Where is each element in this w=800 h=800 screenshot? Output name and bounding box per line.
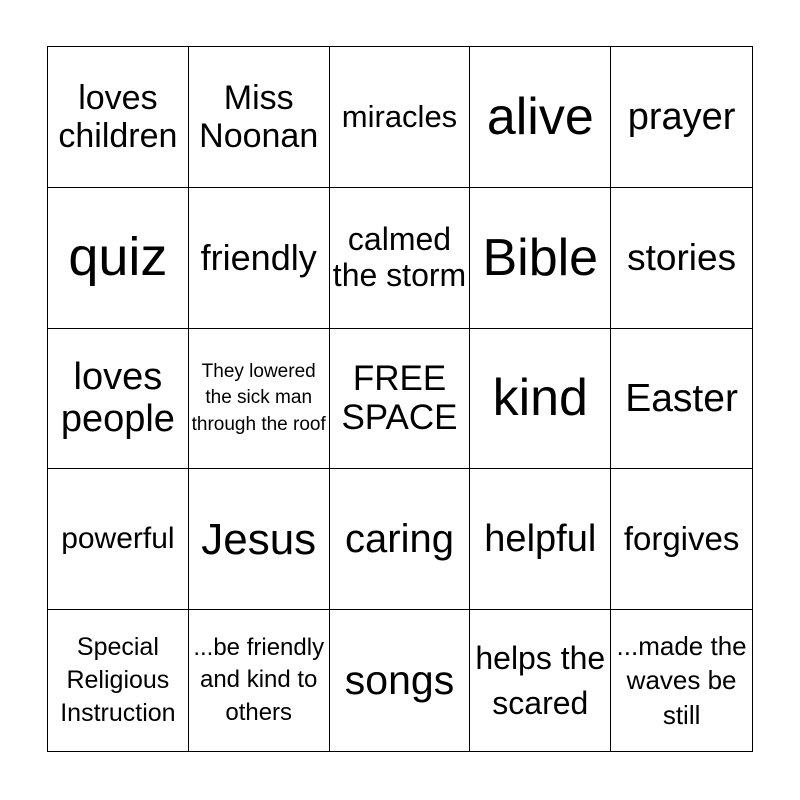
cell-text: loves children (58, 78, 178, 155)
cell-text: Easter (625, 376, 738, 420)
bingo-cell[interactable] (611, 188, 752, 329)
cell-text: prayer (627, 95, 736, 138)
bingo-cell[interactable] (330, 47, 471, 188)
bingo-cell[interactable] (189, 329, 330, 470)
cell-text: kind (492, 369, 588, 428)
cell-text: caring (345, 516, 454, 561)
bingo-cell[interactable] (330, 188, 471, 329)
cell-text: helpful (484, 518, 597, 561)
cell-text: stories (627, 236, 737, 278)
cell-text: FREE SPACE (341, 359, 458, 438)
cell-text: helps the scared (475, 640, 606, 721)
cell-text: calmed the storm (332, 220, 467, 293)
bingo-cell[interactable] (611, 610, 752, 751)
bingo-board (47, 46, 753, 752)
bingo-cell[interactable] (48, 188, 189, 329)
bingo-cell[interactable] (330, 329, 471, 470)
bingo-cell[interactable] (189, 188, 330, 329)
cell-text: They lowered the sick man through the roof (191, 360, 326, 435)
bingo-cell[interactable] (189, 47, 330, 188)
bingo-cell[interactable] (48, 610, 189, 751)
bingo-cell[interactable] (470, 188, 611, 329)
cell-text: powerful (61, 522, 175, 556)
cell-text: miracles (341, 98, 458, 134)
bingo-cell[interactable] (48, 469, 189, 610)
cell-text: alive (486, 87, 594, 146)
cell-text: ...made the waves be still (616, 631, 747, 730)
cell-text: Miss Noonan (199, 78, 319, 155)
cell-text: Jesus (201, 514, 317, 564)
bingo-cell[interactable] (611, 329, 752, 470)
cell-text: quiz (68, 227, 168, 288)
bingo-cell[interactable] (470, 469, 611, 610)
bingo-cell[interactable] (330, 610, 471, 751)
cell-text: Special Religious Instruction (60, 633, 176, 728)
bingo-cell[interactable] (611, 469, 752, 610)
cell-text: loves people (60, 355, 175, 441)
cell-text: forgives (623, 519, 740, 557)
bingo-cell[interactable] (470, 329, 611, 470)
cell-text: friendly (200, 236, 317, 278)
cell-text: songs (344, 656, 455, 703)
cell-text: Bible (482, 228, 599, 287)
bingo-cell[interactable] (330, 469, 471, 610)
bingo-cell[interactable] (470, 47, 611, 188)
bingo-cell[interactable] (48, 47, 189, 188)
bingo-cell[interactable] (470, 610, 611, 751)
bingo-cell[interactable] (189, 610, 330, 751)
bingo-cell[interactable] (611, 47, 752, 188)
bingo-cell[interactable] (189, 469, 330, 610)
cell-text: ...be friendly and kind to others (193, 633, 325, 726)
bingo-cell[interactable] (48, 329, 189, 470)
